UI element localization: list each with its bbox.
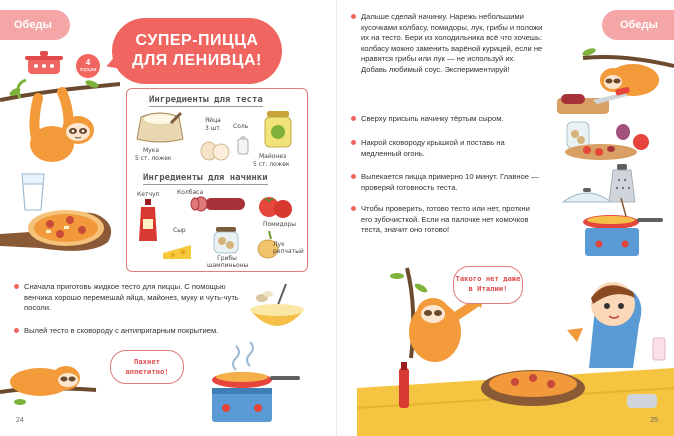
mixing-bowl-illustration [246, 284, 308, 338]
sausage-label: Колбаса [177, 189, 204, 196]
recipe-title-line2: ДЛЯ ЛЕНИВЦА! [132, 52, 262, 69]
ingredients-box [126, 88, 308, 272]
salt-label: Соль [233, 123, 249, 130]
tomatoes-icon [255, 193, 295, 219]
cutting-board-illustration [553, 88, 633, 118]
speech-bubble-left: Пахнет аппетитно! [110, 350, 184, 384]
right-page [337, 0, 674, 436]
step-4 [361, 114, 551, 125]
step-3 [361, 12, 543, 75]
sloth-hanging-illustration [0, 70, 120, 180]
mayonnaise-amount: 5 ст. ложек [253, 161, 290, 168]
sloth-sleeping-illustration [0, 352, 96, 412]
mushroom-jar-icon [211, 225, 241, 255]
mayonnaise-label: Майонез [259, 153, 287, 160]
mayonnaise-jar-icon [263, 109, 293, 149]
recipe-title-line1: СУПЕР-ПИЦЦА [135, 32, 259, 49]
step-4-text: Сверху присыпь начинку тёртым сыром. [361, 114, 504, 123]
cheese-label: Сыр [173, 227, 186, 234]
step-1-text: Сначала приготовь жидкое тесто для пиццы. С помощью венчика хорошо перемешай яйца, майонез, муку и чуть-чуть посоли. [24, 282, 239, 312]
ketchup-bottle-icon [137, 199, 159, 243]
step-5 [361, 138, 531, 159]
step-2-text: Вылей тесто в сковороду с антипригарным покрытием. [24, 326, 219, 335]
salt-shaker-icon [237, 133, 249, 155]
ketchup-label: Кетчуп [137, 191, 160, 198]
toppings-illustration [557, 118, 657, 164]
eggs-amount: 3 шт. [205, 125, 222, 132]
speech-bubble-right: Такого нет даже в Италии! [453, 266, 523, 304]
step-6-text: Выпекается пицца примерно 10 минут. Главное — проверяй готовность теста. [361, 172, 539, 192]
cheese-icon [161, 237, 195, 263]
stove-pan-illustration [196, 342, 306, 426]
page-number-left: 24 [16, 417, 24, 424]
bullet-icon [14, 328, 19, 333]
onion-label: Лук репчатый [273, 241, 304, 255]
bullet-icon [351, 206, 356, 211]
portions-label: порции [79, 67, 97, 73]
bullet-icon [351, 14, 356, 19]
step-2 [24, 326, 234, 337]
step-1 [24, 282, 252, 314]
filling-ingredients-heading: Ингредиенты для начинки [143, 173, 268, 183]
portions-count: 4 [85, 58, 91, 67]
bullet-icon [351, 116, 356, 121]
bullet-icon [351, 174, 356, 179]
page-number-right: 25 [650, 417, 658, 424]
bullet-icon [14, 284, 19, 289]
step-6 [361, 172, 543, 193]
mushrooms-label: Грибы шампиньоны [207, 255, 249, 269]
step-7-text: Чтобы проверить, готово тесто или нет, проткни его зубочисткой. Если на палочке нет комочков теста, значит оно готово! [361, 204, 530, 234]
flour-label: Мука [143, 147, 160, 154]
eggs-icon [199, 137, 231, 161]
pizza-board-illustration [0, 198, 120, 258]
flour-amount: 5 ст. ложек [135, 155, 172, 162]
stove-pizza-pan-illustration [567, 198, 667, 258]
flour-bag-icon [135, 109, 185, 143]
tomatoes-label: Помидоры [263, 221, 296, 228]
step-3-text: Дальше сделай начинку. Нарежь небольшими кусочками колбасу, помидоры, лук, грибы и положи их на тесто. Бери из холодильника всё что хочешь: колбасу можно заменить варёной курицей, если не нравятся грибы или лук — не используй их. Добавь любимый соус. Экспериментируй! [361, 12, 543, 74]
section-tab-left: Обеды [0, 10, 70, 40]
sausage-icon [191, 195, 247, 213]
bullet-icon [351, 140, 356, 145]
dough-ingredients-heading: Ингредиенты для теста [149, 95, 263, 105]
recipe-title [112, 18, 282, 84]
eggs-label: Яйца [205, 117, 221, 124]
section-tab-right: Обеды [602, 10, 674, 40]
step-7 [361, 204, 531, 236]
step-5-text: Накрой сковороду крышкой и поставь на медленный огонь. [361, 138, 505, 158]
